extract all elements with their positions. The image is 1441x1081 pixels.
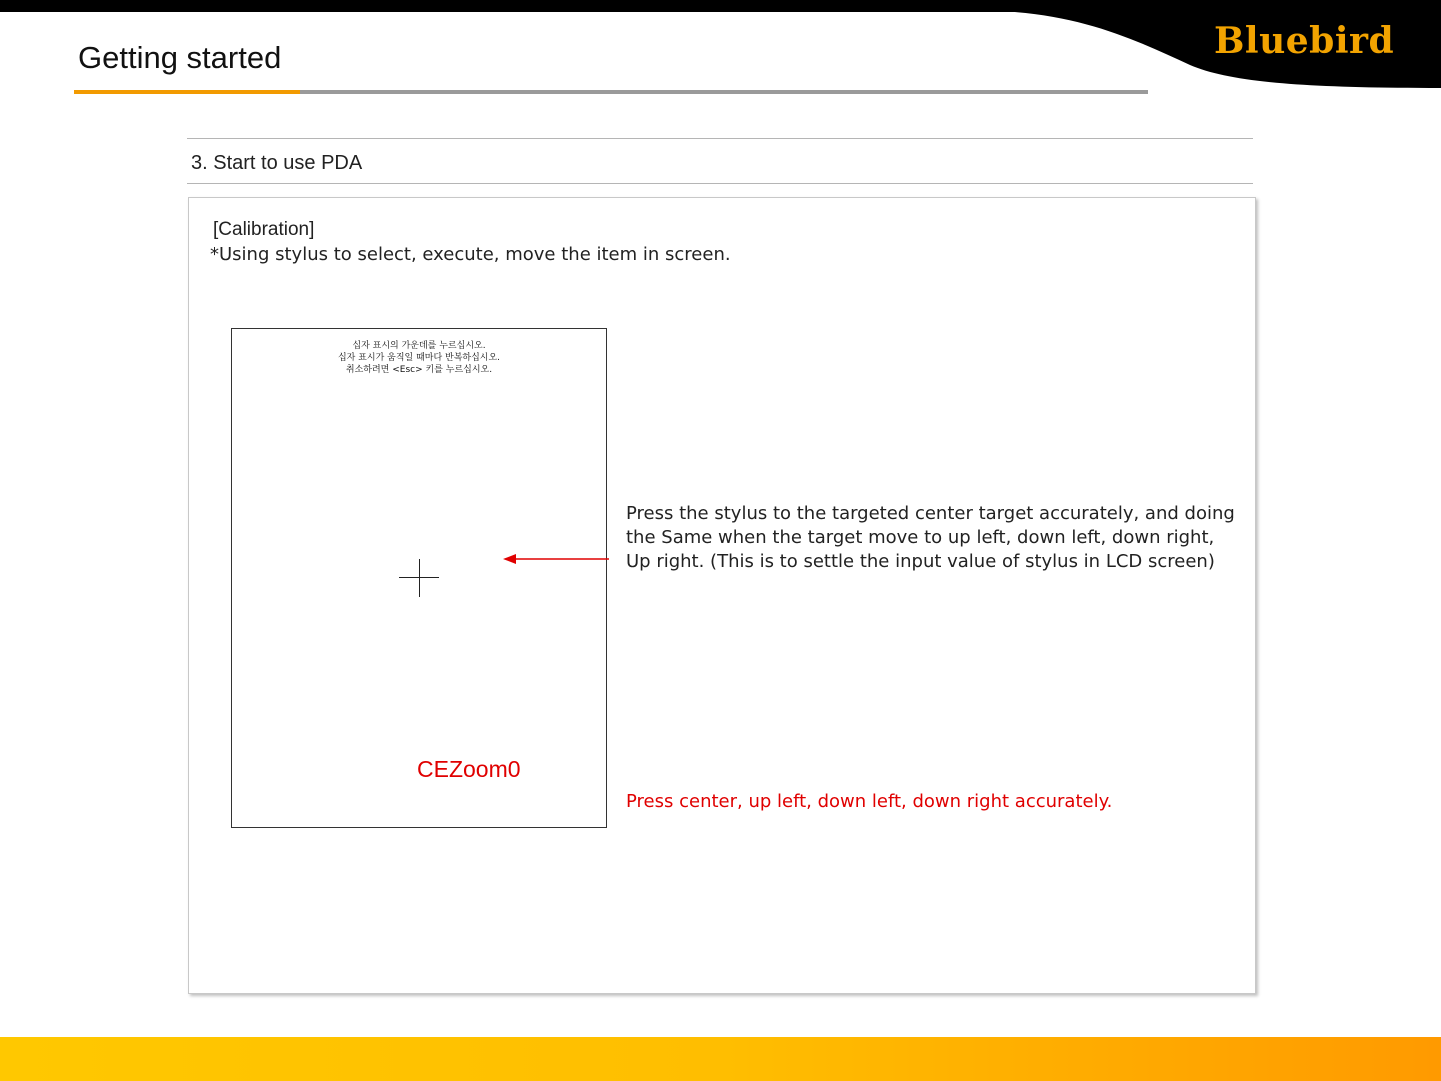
calibration-note: *Using stylus to select, execute, move the item in screen.	[210, 244, 731, 265]
calibration-explanation: Press the stylus to the targeted center target accurately, and doing the Same when the target move to up left, down left, down right, Up right. (This is to settle the input value of stylus in LCD screen)	[626, 503, 1235, 572]
device-instructions	[231, 340, 607, 376]
section-rule-bottom	[187, 183, 1253, 184]
title-underline	[300, 90, 1148, 94]
calibration-heading: [Calibration]	[213, 219, 315, 240]
device-label: CEZoom0	[417, 756, 521, 782]
section-rule-top	[187, 138, 1253, 139]
crosshair-icon[interactable]	[399, 559, 439, 597]
section-heading: 3. Start to use PDA	[191, 152, 363, 174]
title-underline-accent	[74, 90, 300, 94]
device-instruction-line: 취소하려면 <Esc> 키를 누르십시오.	[345, 365, 493, 375]
bluebird-logo: Bluebird	[1214, 20, 1395, 62]
page-title: Getting started	[78, 40, 282, 75]
pointer-arrow-icon	[503, 551, 609, 567]
device-instruction-line: 십자 표시가 움직일 때마다 반복하십시오.	[337, 353, 501, 363]
footer-bar	[0, 1037, 1441, 1081]
calibration-warning: Press center, up left, down left, down right accurately.	[626, 791, 1113, 812]
device-instruction-line: 십자 표시의 가운데를 누르십시오.	[352, 341, 486, 351]
